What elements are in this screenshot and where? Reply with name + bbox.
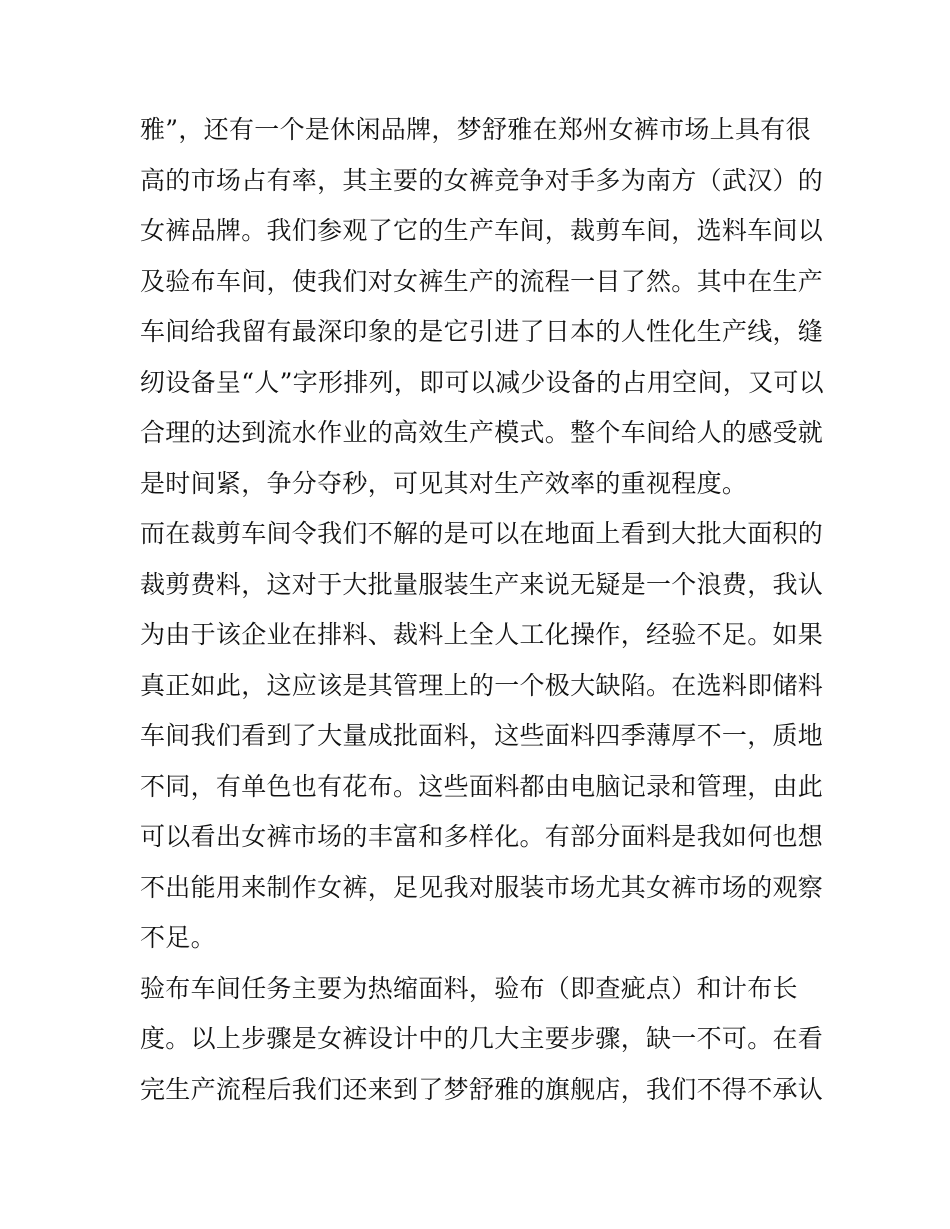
text-line: 是时间紧，争分夺秒，可见其对生产效率的重视程度。 [140,468,748,498]
text-line: 完生产流程后我们还来到了梦舒雅的旗舰店，我们不得不承认 [140,1074,824,1104]
text-line: 验布车间任务主要为热缩面料，验布（即查疵点）和计布长 [140,973,798,1003]
text-line: 及验布车间，使我们对女裤生产的流程一目了然。其中在生产 [140,266,824,296]
text-line: 不同，有单色也有花布。这些面料都由电脑记录和管理，由此 [140,771,824,801]
text-line: 为由于该企业在排料、裁料上全人工化操作，经验不足。如果 [140,620,824,649]
text-line: 度。以上步骤是女裤设计中的几大主要步骤，缺一不可。在看 [140,1024,824,1053]
text-line: 车间我们看到了大量成批面料，这些面料四季薄厚不一，质地 [140,721,824,750]
text-line: 车间给我留有最深印象的是它引进了日本的人性化生产线，缝 [140,317,824,346]
text-line: 女裤品牌。我们参观了它的生产车间，裁剪车间，选料车间以 [140,216,824,245]
text-line: 不出能用来制作女裤，足见我对服装市场尤其女裤市场的观察 [140,872,824,902]
body-text [140,105,824,1115]
text-line: 雅”，还有一个是休闲品牌，梦舒雅在郑州女裤市场上具有很 [140,115,811,144]
text-line: 裁剪费料，这对于大批量服装生产来说无疑是一个浪费，我认 [140,569,824,599]
text-line: 合理的达到流水作业的高效生产模式。整个车间给人的感受就 [140,418,824,447]
text-line: 纫设备呈“人”字形排列，即可以减少设备的占用空间，又可以 [140,367,824,397]
text-line: 高的市场占有率，其主要的女裤竞争对手多为南方（武汉）的 [140,165,824,195]
text-line: 可以看出女裤市场的丰富和多样化。有部分面料是我如何也想 [140,822,824,851]
text-line: 不足。 [140,923,216,952]
text-line: 而在裁剪车间令我们不解的是可以在地面上看到大批大面积的 [140,519,824,548]
text-line: 真正如此，这应该是其管理上的一个极大缺陷。在选料即储料 [140,670,824,700]
